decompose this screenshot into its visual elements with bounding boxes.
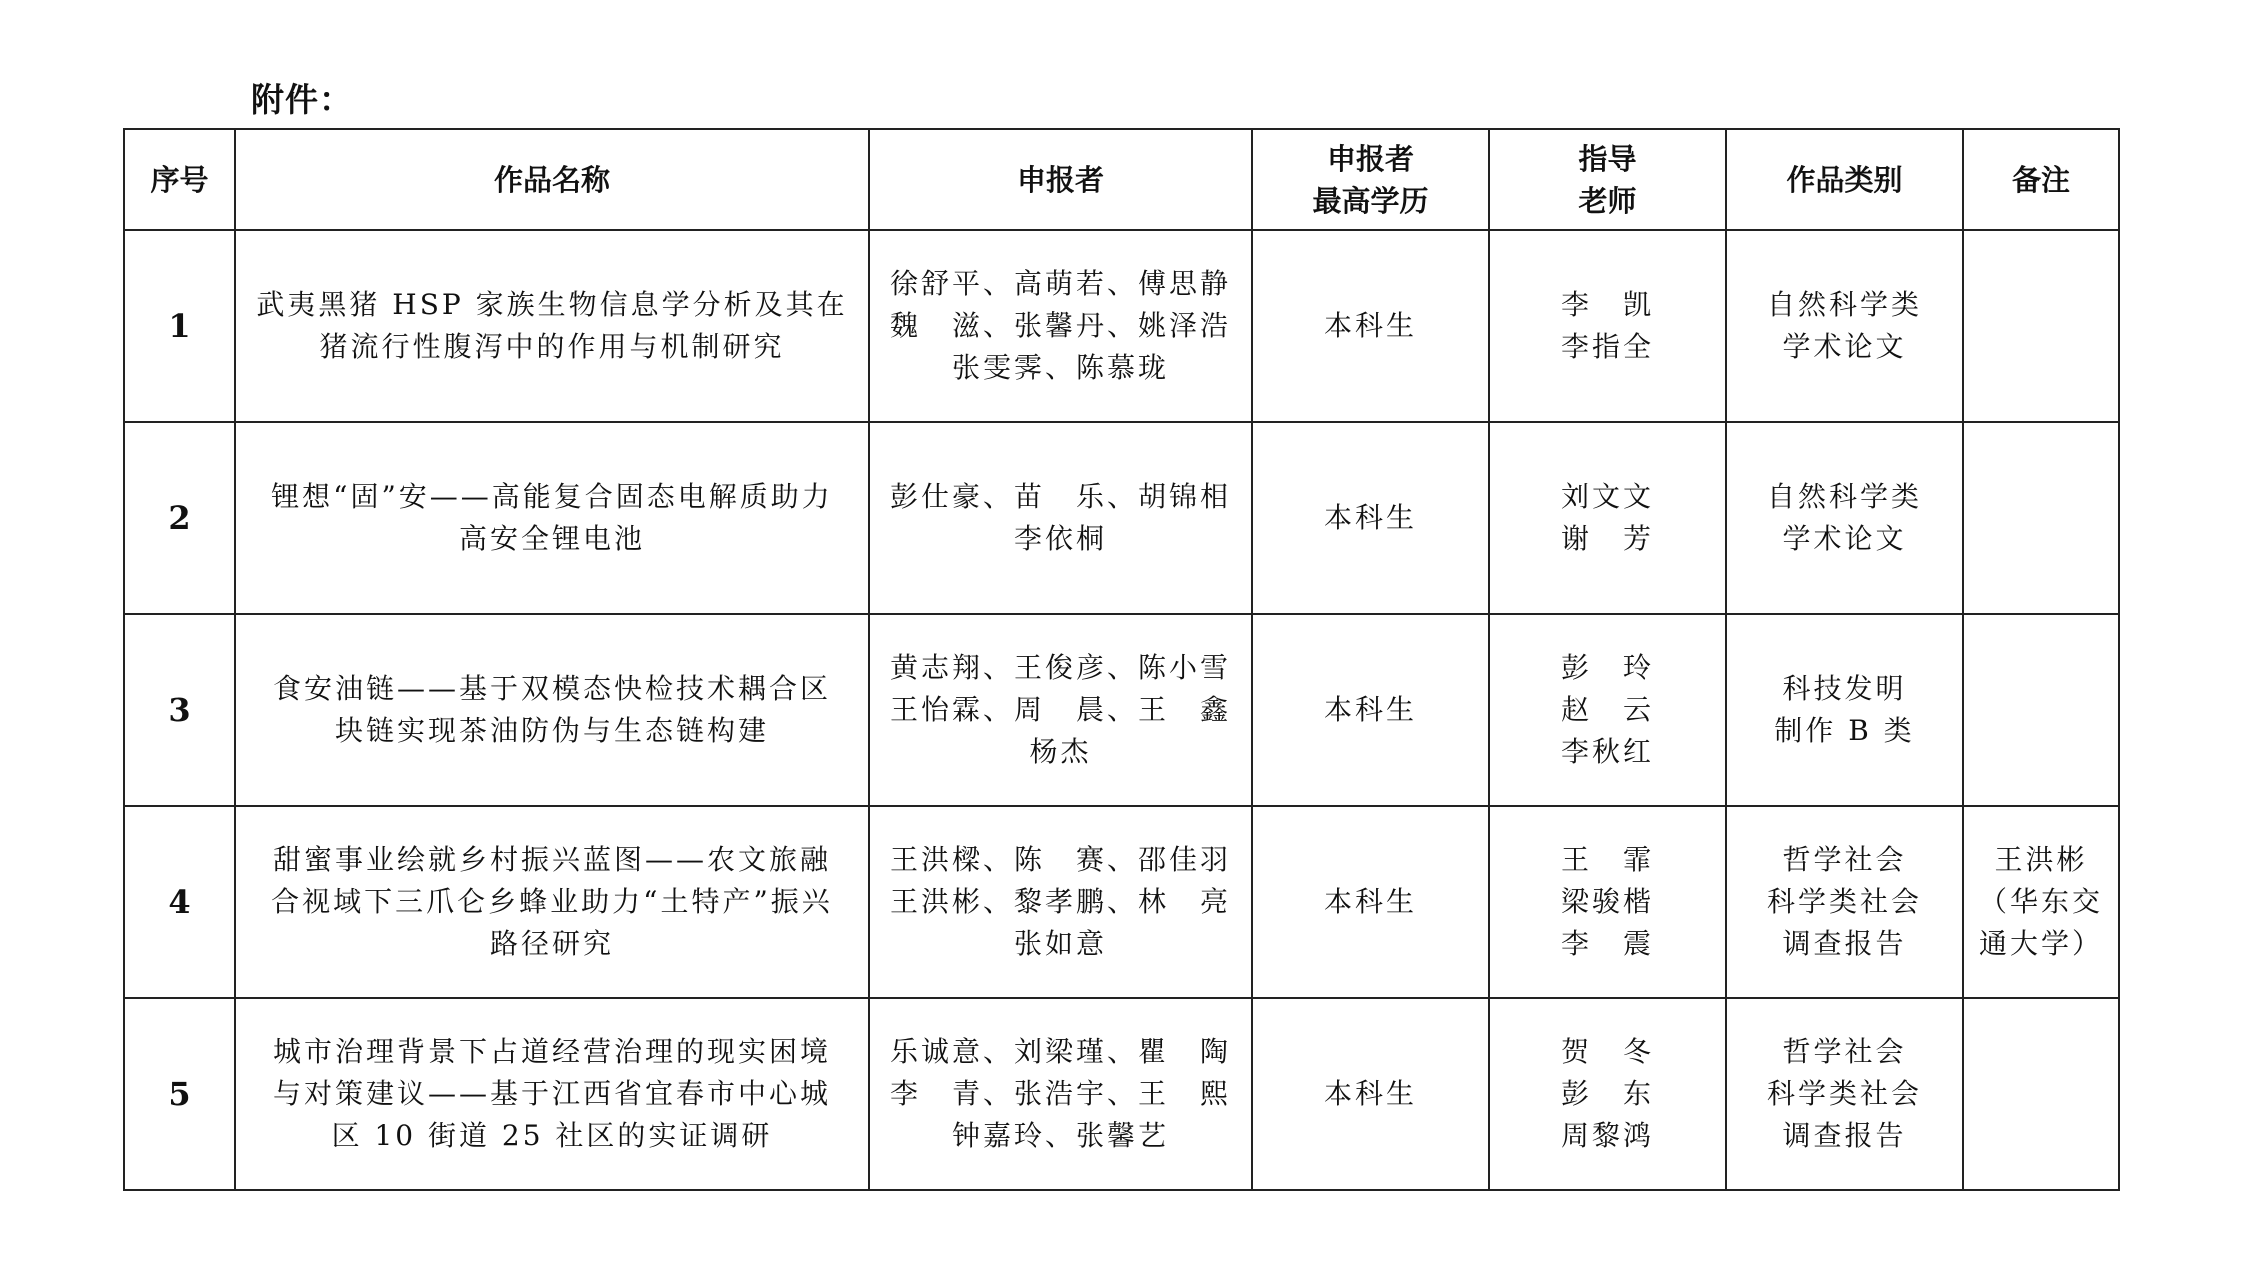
table-row <box>124 230 2119 422</box>
cell-line: 彭仕豪、苗 乐、胡锦相 <box>889 480 1231 513</box>
cell-line: 哲学社会 <box>1782 1035 1907 1068</box>
header-title <box>235 129 869 230</box>
cell-line: 锂想“固”安——高能复合固态电解质助力 <box>271 480 833 513</box>
cell-line: 乐诚意、刘梁瑾、瞿 陶 <box>889 1035 1231 1068</box>
cell-line: 王 霏 <box>1560 843 1654 876</box>
cell-advisors <box>1489 422 1726 614</box>
cell-line: 李 震 <box>1560 927 1654 960</box>
cell-category <box>1726 806 1963 998</box>
cell-degree: 本科生 <box>1252 806 1489 998</box>
cell-title <box>235 230 869 422</box>
cell-line: 食安油链——基于双模态快检技术耦合区 <box>272 672 831 705</box>
cell-line: 科学类社会 <box>1766 1077 1922 1110</box>
cell-line: 刘文文 <box>1560 480 1654 513</box>
cell-line: 李 凯 <box>1560 288 1654 321</box>
cell-line: 学术论文 <box>1782 330 1907 363</box>
cell-line: 彭 玲 <box>1560 651 1654 684</box>
cell-line: 王洪彬 <box>1994 843 2088 876</box>
cell-line: 李 青、张浩宇、王 熙 <box>889 1077 1231 1110</box>
cell-line: 老师 <box>1578 183 1637 218</box>
cell-line: 指导 <box>1578 141 1637 176</box>
cell-advisors <box>1489 998 1726 1190</box>
cell-index: 3 <box>124 614 235 806</box>
table-row <box>124 998 2119 1190</box>
cell-title <box>235 614 869 806</box>
header-index <box>124 129 235 230</box>
cell-note <box>1963 614 2119 806</box>
cell-line: 王洪彬、黎孝鹏、林 亮 <box>889 885 1231 918</box>
cell-degree: 本科生 <box>1252 998 1489 1190</box>
cell-line: 李秋红 <box>1560 735 1654 768</box>
cell-line: 武夷黑猪 HSP 家族生物信息学分析及其在 <box>256 288 848 321</box>
header-row <box>124 129 2119 230</box>
cell-line: 李依桐 <box>1013 522 1107 555</box>
cell-line: 高安全锂电池 <box>458 522 645 555</box>
cell-advisors <box>1489 806 1726 998</box>
cell-applicants <box>869 998 1252 1190</box>
header-note <box>1963 129 2119 230</box>
cell-line: 作品类别 <box>1786 162 1903 197</box>
cell-index: 5 <box>124 998 235 1190</box>
header-advisors <box>1489 129 1726 230</box>
cell-line: 彭 东 <box>1560 1077 1654 1110</box>
cell-note <box>1963 230 2119 422</box>
cell-line: 与对策建议——基于江西省宜春市中心城 <box>272 1077 831 1110</box>
cell-applicants <box>869 806 1252 998</box>
cell-degree: 本科生 <box>1252 614 1489 806</box>
cell-title <box>235 806 869 998</box>
cell-line: 钟嘉玲、张馨艺 <box>951 1119 1169 1152</box>
cell-line: 自然科学类 <box>1766 288 1922 321</box>
cell-index: 2 <box>124 422 235 614</box>
award-table <box>123 128 2120 1191</box>
cell-line: 制作 B 类 <box>1774 714 1915 747</box>
cell-line: 甜蜜事业绘就乡村振兴蓝图——农文旅融 <box>272 843 831 876</box>
cell-line: 调查报告 <box>1782 927 1907 960</box>
cell-line: 区 10 街道 25 社区的实证调研 <box>331 1119 773 1152</box>
cell-degree: 本科生 <box>1252 230 1489 422</box>
cell-line: 路径研究 <box>489 927 614 960</box>
cell-line: 最高学历 <box>1312 183 1429 218</box>
cell-category <box>1726 422 1963 614</box>
header-category <box>1726 129 1963 230</box>
cell-note <box>1963 422 2119 614</box>
attachment-label: 附件： <box>251 80 353 119</box>
cell-line: 科技发明 <box>1782 672 1907 705</box>
cell-index: 1 <box>124 230 235 422</box>
cell-line: 城市治理背景下占道经营治理的现实困境 <box>272 1035 831 1068</box>
cell-line: 杨杰 <box>1029 735 1092 768</box>
cell-index: 4 <box>124 806 235 998</box>
cell-note <box>1963 806 2119 998</box>
cell-advisors <box>1489 614 1726 806</box>
cell-line: 学术论文 <box>1782 522 1907 555</box>
cell-line: 周黎鸿 <box>1560 1119 1654 1152</box>
cell-line: 李指全 <box>1560 330 1654 363</box>
table-header <box>124 129 2119 230</box>
cell-line: （华东交 <box>1978 885 2103 918</box>
cell-line: 黄志翔、王俊彦、陈小雪 <box>889 651 1231 684</box>
cell-line: 块链实现茶油防伪与生态链构建 <box>334 714 769 747</box>
cell-title <box>235 998 869 1190</box>
table-row <box>124 614 2119 806</box>
cell-line: 王洪樑、陈 赛、邵佳羽 <box>889 843 1231 876</box>
cell-line: 序号 <box>150 162 209 197</box>
cell-category <box>1726 998 1963 1190</box>
table-body <box>124 230 2119 1190</box>
cell-advisors <box>1489 230 1726 422</box>
cell-applicants <box>869 422 1252 614</box>
cell-applicants <box>869 614 1252 806</box>
table-row <box>124 422 2119 614</box>
cell-note <box>1963 998 2119 1190</box>
cell-line: 作品名称 <box>493 162 610 197</box>
cell-line: 王怡霖、周 晨、王 鑫 <box>889 693 1231 726</box>
cell-degree: 本科生 <box>1252 422 1489 614</box>
cell-applicants <box>869 230 1252 422</box>
cell-line: 申报者 <box>1326 141 1414 176</box>
cell-line: 哲学社会 <box>1782 843 1907 876</box>
cell-line: 魏 滋、张馨丹、姚泽浩 <box>889 309 1231 342</box>
cell-line: 调查报告 <box>1782 1119 1907 1152</box>
cell-title <box>235 422 869 614</box>
cell-category <box>1726 614 1963 806</box>
cell-line: 梁骏楷 <box>1560 885 1654 918</box>
cell-line: 张如意 <box>1013 927 1107 960</box>
cell-line: 通大学） <box>1978 927 2103 960</box>
cell-line: 张雯霁、陈慕珑 <box>951 351 1169 384</box>
header-applicants <box>869 129 1252 230</box>
table-row <box>124 806 2119 998</box>
cell-line: 谢 芳 <box>1560 522 1654 555</box>
cell-line: 科学类社会 <box>1766 885 1922 918</box>
cell-line: 赵 云 <box>1560 693 1654 726</box>
cell-line: 申报者 <box>1016 162 1104 197</box>
cell-line: 备注 <box>2011 162 2070 197</box>
cell-line: 合视域下三爪仑乡蜂业助力“土特产”振兴 <box>271 885 833 918</box>
cell-line: 徐舒平、高萌若、傅思静 <box>889 267 1231 300</box>
cell-line: 贺 冬 <box>1560 1035 1654 1068</box>
cell-category <box>1726 230 1963 422</box>
cell-line: 自然科学类 <box>1766 480 1922 513</box>
header-degree <box>1252 129 1489 230</box>
cell-line: 猪流行性腹泻中的作用与机制研究 <box>319 330 785 363</box>
